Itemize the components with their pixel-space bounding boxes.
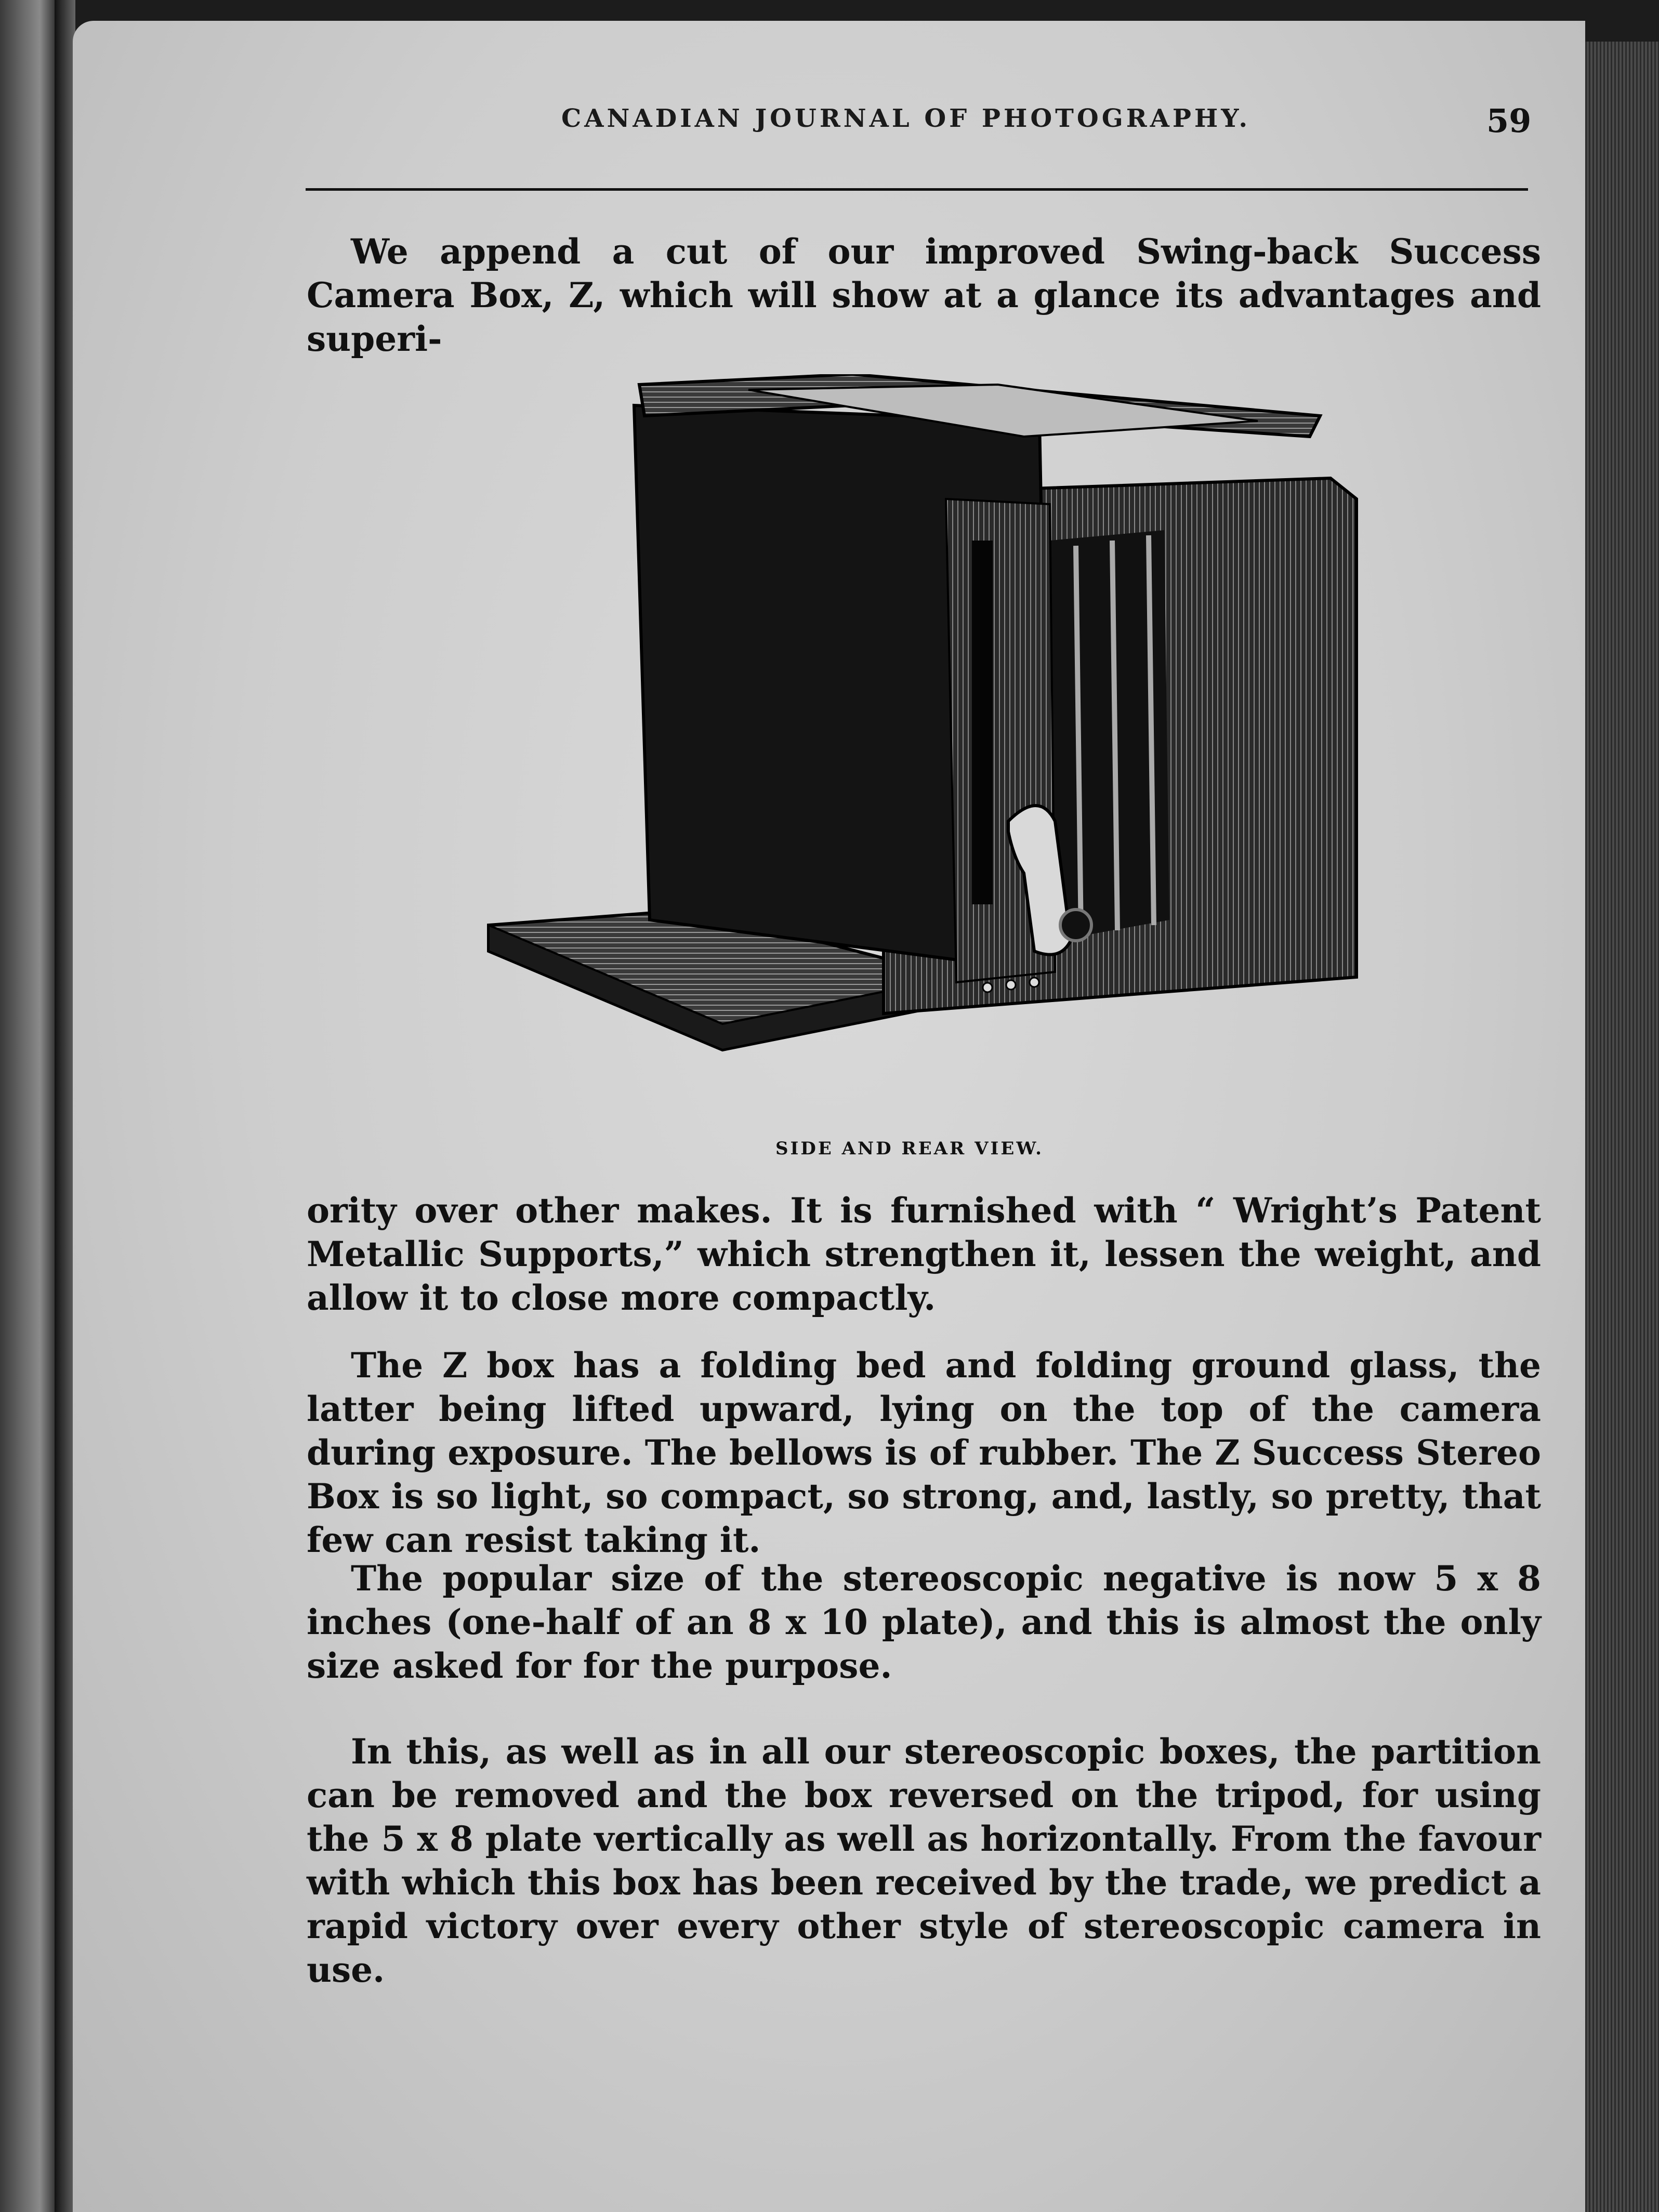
paragraph-negative-size: The popular size of the stereoscopic negative is now 5 x 8 inches (one-half of an 8 x 10 plate), and this is almost the only size asked for for the purpose. (307, 1558, 1541, 1686)
header-rule (306, 188, 1528, 191)
camera-box-engraving (478, 374, 1372, 1086)
page-stack-edge (1585, 42, 1659, 2212)
running-title: CANADIAN JOURNAL OF PHOTOGRAPHY. (561, 104, 1251, 133)
paragraph-continuation: ority over other makes. It is furnished with “ Wright’s Patent Metallic Supports,” which strengthen it, lessen the weight, and allow it to close more compactly. (307, 1190, 1541, 1318)
paragraph-stereoscopic-boxes: In this, as well as in all our stereoscopic boxes, the partition can be removed and the box reversed on the tripod, for using the 5 x 8 plate vertically as well as horizontally. From the favour with which this box has been received by the trade, we predict a rapid victory over every other style of stereoscopic camera in use. (307, 1731, 1541, 1990)
facing-page-edge (0, 0, 57, 2212)
page-number: 59 (1486, 102, 1532, 140)
paragraph-z-box: The Z box has a folding bed and folding ground glass, the latter being lifted upward, lying on the top of the camera during exposure. The bellows is of rubber. The Z Success Stereo Box is so light, so compact, so strong, and, lastly, so pretty, that few can resist taking it. (307, 1345, 1541, 1560)
camera-illustration (478, 374, 1372, 1086)
book-gutter (55, 0, 75, 2212)
figure-caption: SIDE AND REAR VIEW. (775, 1138, 1044, 1159)
paragraph-intro: We append a cut of our improved Swing-back Success Camera Box, Z, which will show at a glance its advantages and superi- (307, 231, 1541, 359)
